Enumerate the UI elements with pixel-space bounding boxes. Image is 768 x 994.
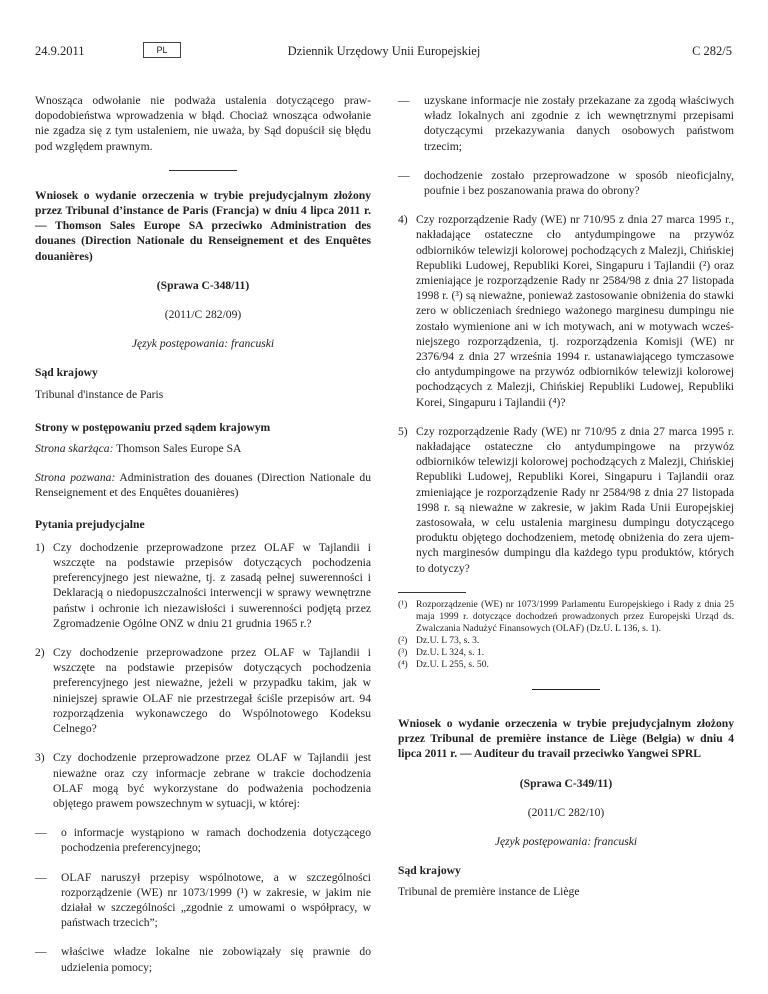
left-column bbox=[35, 93, 371, 975]
case-title: Wniosek o wydanie orzeczenia w trybie prejudycjalnym złożony przez Tribunal de première instance de Liège (Belgia) w dniu 4 lipca 2011 r. — Auditeur du travail przeciwko Yangwei SPRL bbox=[398, 716, 734, 761]
question-1: 1) Czy dochodzenie przeprowadzone przez OLAF w Tajlandii i wszczęte na podstawie przepisów dotyczących pochodzenia preferencyjnego jest nieważne, tj. z zasadą pełnej suwerenności i Deklaracją o niedopuszczalności interwencji w sprawy wewnętrzne państw i ochronie ich niezawisłości i suwerenności podjętą przez Zgromadzenie Ogólne ONZ w dniu 21 grudnia 1965 r.? bbox=[35, 540, 371, 630]
question-3-item: — uzyskane informacje nie zostały przekazane za zgodą właściwych władz lokalnych ani zgodnie z ich wewnętrznymi przepisami dotyczącymi przekazywania danych osobowych państwom trzecim; bbox=[398, 94, 734, 153]
question-3-item: — o informacje wystąpiono w ramach dochodzenia dotyczącego pochodzenia preferencyjnego; bbox=[35, 826, 371, 855]
question-3-item: — właściwe władze lokalne nie zobowiązały się prawnie do udzielenia pomocy; bbox=[35, 945, 371, 974]
section-heading-parties: Strony w postępowaniu przed sądem krajowym bbox=[35, 420, 271, 434]
journal-title: Dziennik Urzędowy Unii Europejskiej bbox=[287, 44, 481, 58]
section-heading-court: Sąd krajowy bbox=[398, 864, 461, 878]
question-2: 2) Czy dochodzenie przeprowadzone przez OLAF w Tajlandii i wszczęte na podstawie przepisów dotyczących pochodzenia preferencyjnego jest nieważne, jeżeli w przypadku takim, jak w niniejszej sprawie OLAF nie przestrzegał ściśle przepisów art. 94 rozporządzenia wykonawczego do Wspólnotowego Kodeksu Celnego? bbox=[35, 646, 371, 736]
language-badge: PL bbox=[143, 42, 181, 58]
procedure-language: Język postępowania: francuski bbox=[494, 834, 638, 848]
header-date: 24.9.2011 bbox=[35, 44, 85, 58]
case-reference: (2011/C 282/09) bbox=[164, 308, 242, 322]
question-3: 3) Czy dochodzenie przeprowadzone przez OLAF w Tajlandii jest nieważne oraz czy informacje zebrane w trakcie dochodzenia OLAF mogą być wykorzystane do podważenia pochodzenia objętego prawem powszechnym w sytuacji, w której: bbox=[35, 751, 371, 810]
question-3-item: — dochodzenie zostało przeprowadzone w sposób nieoficjalny, poufnie i bez poszanowania prawa do obrony? bbox=[398, 168, 734, 198]
applicant: Strona skarżąca: Thomson Sales Europe SA bbox=[35, 442, 242, 456]
section-heading-court: Sąd krajowy bbox=[35, 366, 98, 380]
court-name: Tribunal d'instance de Paris bbox=[35, 387, 164, 401]
right-column bbox=[398, 93, 734, 900]
separator bbox=[169, 170, 237, 171]
court-name: Tribunal de première instance de Liège bbox=[398, 885, 580, 899]
question-5: 5) Czy rozporządzenie Rady (WE) nr 710/95 z dnia 27 marca 1995 r. nakładające ostateczne cło antydumpingowe na przywóz odbiorników telewizji kolorowej pochodzących z Malezji, Chińskiej Republiki Ludowej, Republiki Korei, Singapuru i Tajlandii oraz zmieniające je rozporządzenie Rady nr 2584/98 z dnia 27 listopada 1998 r. są nieważne w zakresie, w jakim Rada Unii Europejskiej zastosowała, w celu ustalenia marginesu dumpingu dotyczącego produktu objętego dochodzeniem, metodę obniżenia do zera ujemnych marginesów dumpingu dla każdego typu produktów, których to dotyczy? bbox=[398, 424, 734, 575]
footnote: (⁴) Dz.U. L 255, s. 50. bbox=[398, 658, 489, 670]
page-number: C 282/5 bbox=[692, 44, 732, 58]
procedure-language: Język postępowania: francuski bbox=[131, 337, 275, 351]
page-header bbox=[0, 44, 768, 64]
case-title: Wniosek o wydanie orzeczenia w trybie prejudycjalnym złożony przez Tribunal d’instance de Paris (Francja) w dniu 4 lipca 2011 r. — Thomson Sales Europe SA przeciwko Administration des douanes (Direction Nationale du Renseignement et des Enquêtes douanières) bbox=[35, 188, 371, 263]
defendant: Strona pozwana: Administration des douanes (Direction Nationale du Renseignement et des Enquêtes douanières) bbox=[35, 471, 371, 500]
case-number: (Sprawa C-349/11) bbox=[519, 776, 613, 790]
question-3-item: — OLAF naruszył przepisy wspólnotowe, a w szczególności rozporządzenie (WE) nr 1073/1999 (¹) w zakresie, w jakim nie działał w szczególności „zgodnie z umowami o współpracy, w państwach trzecich”; bbox=[35, 870, 371, 930]
separator bbox=[532, 689, 600, 690]
case-number: (Sprawa C-348/11) bbox=[156, 278, 250, 292]
intro-paragraph: Wnosząca odwołanie nie podważa ustalenia dotyczącego prawdopodobieństwa wprowadzenia w błąd. Chociaż wnosząca odwołanie nie zgadza się z tym ustaleniem, nie uważa, by Sąd dopuścił się błędu pod względem prawnym. bbox=[35, 94, 371, 153]
section-heading-questions: Pytania prejudycjalne bbox=[35, 517, 145, 531]
question-4: 4) Czy rozporządzenie Rady (WE) nr 710/95 z dnia 27 marca 1995 r., nakładające ostateczne cło antydumpingowe na przywóz odbiorników telewizji kolorowej pochodzących z Malezji, Chińskiej Republiki Ludowej, Republiki Korei, Singapuru i Tajlandii (²) oraz zmieniające je rozporządzenie Rady nr 2584/98 z dnia 27 listopada 1998 r. (³) są nieważne, ponieważ zastosowanie obniżenia do stawki zero w obliczeniach średniego ważonego marginesu dumpingu nie zostało wymienione ani w ich motywach, ani w motywach wcześniejszego rozporządzenia, tj. rozporządzenia Komisji (WE) nr 2376/94 z dnia 27 września 1994 r. ustanawiającego tymczasowe cło antydumpingowe na przywóz odbiorników telewizji kolorowej pochodzących z Malezji, Chińskiej Republiki Ludowej, Republiki Korei, Singapuru i Tajlandii (⁴)? bbox=[398, 213, 734, 409]
footnote: (³) Dz.U. L 324, s. 1. bbox=[398, 646, 485, 658]
case-reference: (2011/C 282/10) bbox=[527, 805, 605, 819]
footnote-separator bbox=[398, 592, 466, 593]
footnote: (²) Dz.U. L 73, s. 3. bbox=[398, 634, 480, 646]
footnote: (¹) Rozporządzenie (WE) nr 1073/1999 Parlamentu Europejskiego i Rady z dnia 25 maja 1999 r. dotyczące dochodzeń prowadzonych przez Europejski Urząd ds. Zwalczania Nadużyć Finansowych (OLAF) (Dz.U. L 136, s. 1). bbox=[398, 598, 734, 634]
